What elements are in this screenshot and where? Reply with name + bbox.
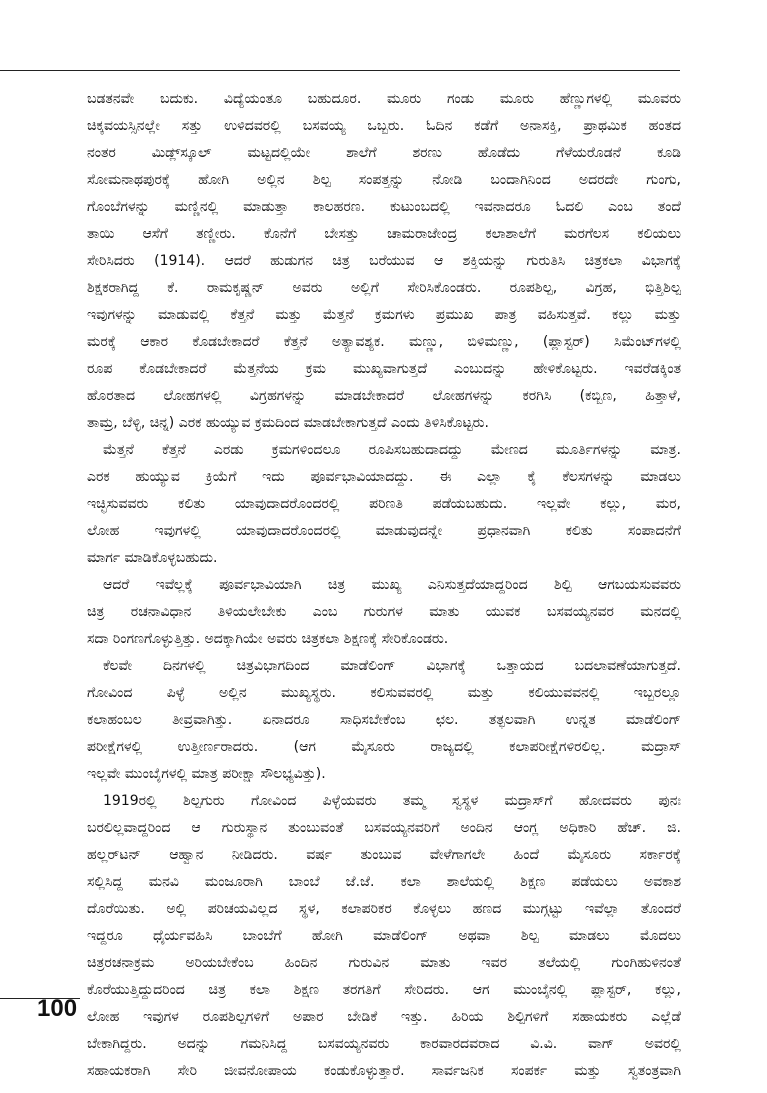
text-line: ಮರಕ್ಕೆ ಆಕಾರ ಕೊಡಬೇಕಾದರೆ ಕೆತ್ತನೆ ಅತ್ಯಾವಶ್ಯಕ. ಮಣ್ಣು, ಬಿಳಿಮಣ್ಣು, (ಪ್ಲಾಸ್ಟರ್) ಸಿಮೆಂಟ್‌ಗಳಲ್ಲಿ bbox=[87, 334, 681, 350]
text-line: ಬರಲಿಲ್ಲವಾದ್ದರಿಂದ ಆ ಗುರುಸ್ಥಾನ ತುಂಬುವಂತೆ ಬಸವಯ್ಯನವರಿಗೆ ಅಂದಿನ ಆಂಗ್ಲ ಅಧಿಕಾರಿ ಹೆಚ್. ಜಿ. bbox=[87, 820, 681, 836]
text-line: 1919ರಲ್ಲಿ ಶಿಲ್ಪಗುರು ಗೋವಿಂದ ಪಿಳ್ಳೆಯವರು ತಮ್ಮ ಸ್ವಸ್ಥಳ ಮದ್ರಾಸ್‌ಗೆ ಹೋದವರು ಪುನಃ bbox=[103, 793, 681, 809]
text-line: ಸೇರಿಸಿದರು (1914). ಆದರೆ ಹುಡುಗನ ಚಿತ್ರ ಬರೆಯುವ ಆ ಶಕ್ತಿಯನ್ನು ಗುರುತಿಸಿ ಚಿತ್ರಕಲಾ ವಿಭಾಗಕ್ಕೆ bbox=[87, 253, 681, 269]
text-line: ಲೋಹ ಇವುಗಳಲ್ಲಿ ಯಾವುದಾದರೊಂದರಲ್ಲಿ ಮಾಡುವುದನ್ನೇ ಪ್ರಧಾನವಾಗಿ ಕಲಿತು ಸಂಪಾದನೆಗೆ bbox=[87, 523, 681, 539]
text-line: ಇಲ್ಲವೇ ಮುಂಬೈಗಳಲ್ಲಿ ಮಾತ್ರ ಪರೀಕ್ಷಾ ಸೌಲಭ್ಯವಿತ್ತು). bbox=[87, 766, 326, 782]
text-line: ಇಚ್ಛಿಸುವವರು ಕಲಿತು ಯಾವುದಾದರೊಂದರಲ್ಲಿ ಪರಿಣತಿ ಪಡೆಯಬಹುದು. ಇಲ್ಲವೇ ಕಲ್ಲು, ಮರ, bbox=[87, 496, 681, 512]
text-line: ತಾಯಿ ಆಸೆಗೆ ತಣ್ಣೀರು. ಕೊನೆಗೆ ಬೇಸತ್ತು ಚಾಮರಾಜೇಂದ್ರ ಕಲಾಶಾಲೆಗೆ ಮರಗೆಲಸ ಕಲಿಯಲು bbox=[87, 226, 681, 242]
text-line: ಚಿತ್ರ ರಚನಾವಿಧಾನ ತಿಳಿಯಲೇಬೇಕು ಎಂಬ ಗುರುಗಳ ಮಾತು ಯುವಕ ಬಸವಯ್ಯನವರ ಮನದಲ್ಲಿ bbox=[87, 604, 681, 620]
text-line: ಶಿಕ್ಷಕರಾಗಿದ್ದ ಕೆ. ರಾಮಕೃಷ್ಣನ್ ಅವರು ಅಲ್ಲಿಗೆ ಸೇರಿಸಿಕೊಂಡರು. ರೂಪಶಿಲ್ಪ, ವಿಗ್ರಹ, ಭಿತ್ತಿಶಿಲ್ಪ bbox=[87, 280, 681, 296]
body-text bbox=[87, 86, 681, 1085]
page-number: 100 bbox=[37, 995, 78, 1022]
text-line: ಬಡತನವೇ ಬದುಕು. ವಿದ್ಯೆಯಂತೂ ಬಹುದೂರ. ಮೂರು ಗಂಡು ಮೂರು ಹೆಣ್ಣುಗಳಲ್ಲಿ ಮೂವರು bbox=[87, 91, 681, 107]
text-line: ಚಿಕ್ಕವಯಸ್ಸಿನಲ್ಲೇ ಸತ್ತು ಉಳಿದವರಲ್ಲಿ ಬಸವಯ್ಯ ಒಬ್ಬರು. ಓದಿನ ಕಡೆಗೆ ಅನಾಸಕ್ತಿ, ಪ್ರಾಥಮಿಕ ಹಂತದ bbox=[87, 118, 681, 134]
text-line: ತಾಮ್ರ, ಬೆಳ್ಳಿ, ಚಿನ್ನ) ಎರಕ ಹುಯ್ಯುವ ಕ್ರಮದಿಂದ ಮಾಡಬೇಕಾಗುತ್ತದೆ ಎಂದು ತಿಳಿಸಿಕೊಟ್ಟರು. bbox=[87, 415, 489, 431]
text-line: ಇವುಗಳನ್ನು ಮಾಡುವಲ್ಲಿ ಕೆತ್ತನೆ ಮತ್ತು ಮೆತ್ತನೆ ಕ್ರಮಗಳು ಪ್ರಮುಖ ಪಾತ್ರ ವಹಿಸುತ್ತವೆ. ಕಲ್ಲು ಮತ್ತು bbox=[87, 307, 681, 323]
text-line: ಮಾರ್ಗ ಮಾಡಿಕೊಳ್ಳಬಹುದು. bbox=[87, 550, 218, 566]
text-line: ಸಲ್ಲಿಸಿದ್ದ ಮನವಿ ಮಂಜೂರಾಗಿ ಬಾಂಬೆ ಜೆ.ಜೆ. ಕಲಾ ಶಾಲೆಯಲ್ಲಿ ಶಿಕ್ಷಣ ಪಡೆಯಲು ಅವಕಾಶ bbox=[87, 874, 681, 890]
text-line: ದೊರೆಯಿತು. ಅಲ್ಲಿ ಪರಿಚಯವಿಲ್ಲದ ಸ್ಥಳ, ಕಲಾಪರಿಕರ ಕೊಳ್ಳಲು ಹಣದ ಮುಗ್ಗಟ್ಟು ಇವೆಲ್ಲಾ ತೊಂದರೆ bbox=[87, 901, 681, 917]
top-rule bbox=[0, 70, 680, 71]
text-line: ಕಲಾಹಂಬಲ ತೀವ್ರವಾಗಿತ್ತು. ಏನಾದರೂ ಸಾಧಿಸಬೇಕೆಂಬ ಛಲ. ತತ್ಫಲವಾಗಿ ಉನ್ನತ ಮಾಡೆಲಿಂಗ್ bbox=[87, 712, 681, 728]
text-line: ಲೋಹ ಇವುಗಳ ರೂಪಶಿಲ್ಪಗಳಿಗೆ ಅಪಾರ ಬೇಡಿಕೆ ಇತ್ತು. ಹಿರಿಯ ಶಿಲ್ಪಿಗಳಿಗೆ ಸಹಾಯಕರು ಎಲ್ಲೆಡೆ bbox=[87, 1009, 681, 1025]
text-line: ಸಹಾಯಕರಾಗಿ ಸೇರಿ ಜೀವನೋಪಾಯ ಕಂಡುಕೊಳ್ಳುತ್ತಾರೆ. ಸಾರ್ವಜನಿಕ ಸಂಪರ್ಕ ಮತ್ತು ಸ್ವತಂತ್ರವಾಗಿ bbox=[87, 1063, 681, 1079]
text-line: ಬೇಕಾಗಿದ್ದರು. ಅದನ್ನು ಗಮನಿಸಿದ್ದ ಬಸವಯ್ಯನವರು ಕಾರವಾರದವರಾದ ವಿ.ವಿ. ವಾಗ್ ಅವರಲ್ಲಿ bbox=[87, 1036, 681, 1052]
text-line: ಕೆಲವೇ ದಿನಗಳಲ್ಲಿ ಚಿತ್ರವಿಭಾಗದಿಂದ ಮಾಡೆಲಿಂಗ್ ವಿಭಾಗಕ್ಕೆ ಒತ್ತಾಯದ ಬದಲಾವಣೆಯಾಗುತ್ತದೆ. bbox=[103, 658, 681, 674]
text-line: ಆದರೆ ಇವೆಲ್ಲಕ್ಕೆ ಪೂರ್ವಭಾವಿಯಾಗಿ ಚಿತ್ರ ಮುಖ್ಯ ಎನಿಸುತ್ತದೆಯಾದ್ದರಿಂದ ಶಿಲ್ಪಿ ಆಗಬಯಸುವವರು bbox=[103, 577, 681, 593]
text-line: ಗೋವಿಂದ ಪಿಳ್ಳೆ ಅಲ್ಲಿನ ಮುಖ್ಯಸ್ಥರು. ಕಲಿಸುವವರಲ್ಲಿ ಮತ್ತು ಕಲಿಯುವವನಲ್ಲಿ ಇಬ್ಬರಲ್ಲೂ bbox=[87, 685, 681, 701]
text-line: ನಂತರ ಮಿಡ್ಲ್‌ಸ್ಕೂಲ್ ಮಟ್ಟದಲ್ಲಿಯೇ ಶಾಲೆಗೆ ಶರಣು ಹೊಡೆದು ಗೆಳೆಯರೊಡನೆ ಕೂಡಿ bbox=[87, 145, 681, 161]
text-line: ಗೊಂಬೆಗಳನ್ನು ಮಣ್ಣಿನಲ್ಲಿ ಮಾಡುತ್ತಾ ಕಾಲಹರಣ. ಕುಟುಂಬದಲ್ಲಿ ಇವನಾದರೂ ಓದಲಿ ಎಂಬ ತಂದೆ bbox=[87, 199, 681, 215]
text-line: ಎರಕ ಹುಯ್ಯುವ ಕ್ರಿಯೆಗೆ ಇದು ಪೂರ್ವಭಾವಿಯಾದದ್ದು. ಈ ಎಲ್ಲಾ ಕೈ ಕೆಲಸಗಳನ್ನು ಮಾಡಲು bbox=[87, 469, 681, 485]
text-line: ಕೊರೆಯುತ್ತಿದ್ದುದರಿಂದ ಚಿತ್ರ ಕಲಾ ಶಿಕ್ಷಣ ತರಗತಿಗೆ ಸೇರಿದರು. ಆಗ ಮುಂಬೈನಲ್ಲಿ ಪ್ಲಾಸ್ಟರ್, ಕಲ್ಲು, bbox=[87, 982, 681, 998]
text-line: ಸೋಮನಾಥಪುರಕ್ಕೆ ಹೋಗಿ ಅಲ್ಲಿನ ಶಿಲ್ಪ ಸಂಪತ್ತನ್ನು ನೋಡಿ ಬಂದಾಗಿನಿಂದ ಅದರದೇ ಗುಂಗು, bbox=[87, 172, 681, 188]
text-line: ಹಲ್ಲರ್‌ಟನ್ ಆಹ್ವಾನ ನೀಡಿದರು. ವರ್ಷ ತುಂಬುವ ವೇಳೆಗಾಗಲೇ ಹಿಂದೆ ಮೈಸೂರು ಸರ್ಕಾರಕ್ಕೆ bbox=[87, 847, 681, 863]
text-line: ಹೊರತಾದ ಲೋಹಗಳಲ್ಲಿ ವಿಗ್ರಹಗಳನ್ನು ಮಾಡಬೇಕಾದರೆ ಲೋಹಗಳನ್ನು ಕರಗಿಸಿ (ಕಬ್ಬಿಣ, ಹಿತ್ತಾಳೆ, bbox=[87, 388, 681, 404]
text-line: ಇದ್ದರೂ ಧೈರ್ಯವಹಿಸಿ ಬಾಂಬೆಗೆ ಹೋಗಿ ಮಾಡೆಲಿಂಗ್ ಅಥವಾ ಶಿಲ್ಪ ಮಾಡಲು ಮೊದಲು bbox=[87, 928, 681, 944]
text-line: ಮೆತ್ತನೆ ಕೆತ್ತನೆ ಎರಡು ಕ್ರಮಗಳಿಂದಲೂ ರೂಪಿಸಬಹುದಾದದ್ದು ಮೇಣದ ಮೂರ್ತಿಗಳನ್ನು ಮಾತ್ರ. bbox=[103, 442, 681, 458]
text-line: ಪರೀಕ್ಷೆಗಳಲ್ಲಿ ಉತ್ತೀರ್ಣರಾದರು. (ಆಗ ಮೈಸೂರು ರಾಜ್ಯದಲ್ಲಿ ಕಲಾಪರೀಕ್ಷೆಗಳಿರಲಿಲ್ಲ. ಮದ್ರಾಸ್ bbox=[87, 739, 681, 755]
text-line: ಸದಾ ರಿಂಗಣಗೊಳ್ಳುತ್ತಿತ್ತು. ಅದಕ್ಕಾಗಿಯೇ ಅವರು ಚಿತ್ರಕಲಾ ಶಿಕ್ಷಣಕ್ಕೆ ಸೇರಿಕೊಂಡರು. bbox=[87, 631, 449, 647]
text-line: ಚಿತ್ರರಚನಾಕ್ರಮ ಅರಿಯಬೇಕೆಂಬ ಹಿಂದಿನ ಗುರುವಿನ ಮಾತು ಇವರ ತಲೆಯಲ್ಲಿ ಗುಂಗಿಹುಳಿನಂತೆ bbox=[87, 955, 681, 971]
text-line: ರೂಪ ಕೊಡಬೇಕಾದರೆ ಮೆತ್ತನೆಯ ಕ್ರಮ ಮುಖ್ಯವಾಗುತ್ತದೆ ಎಂಬುದನ್ನು ಹೇಳಿಕೊಟ್ಟರು. ಇವರೆಡಕ್ಕಿಂತ bbox=[87, 361, 681, 377]
